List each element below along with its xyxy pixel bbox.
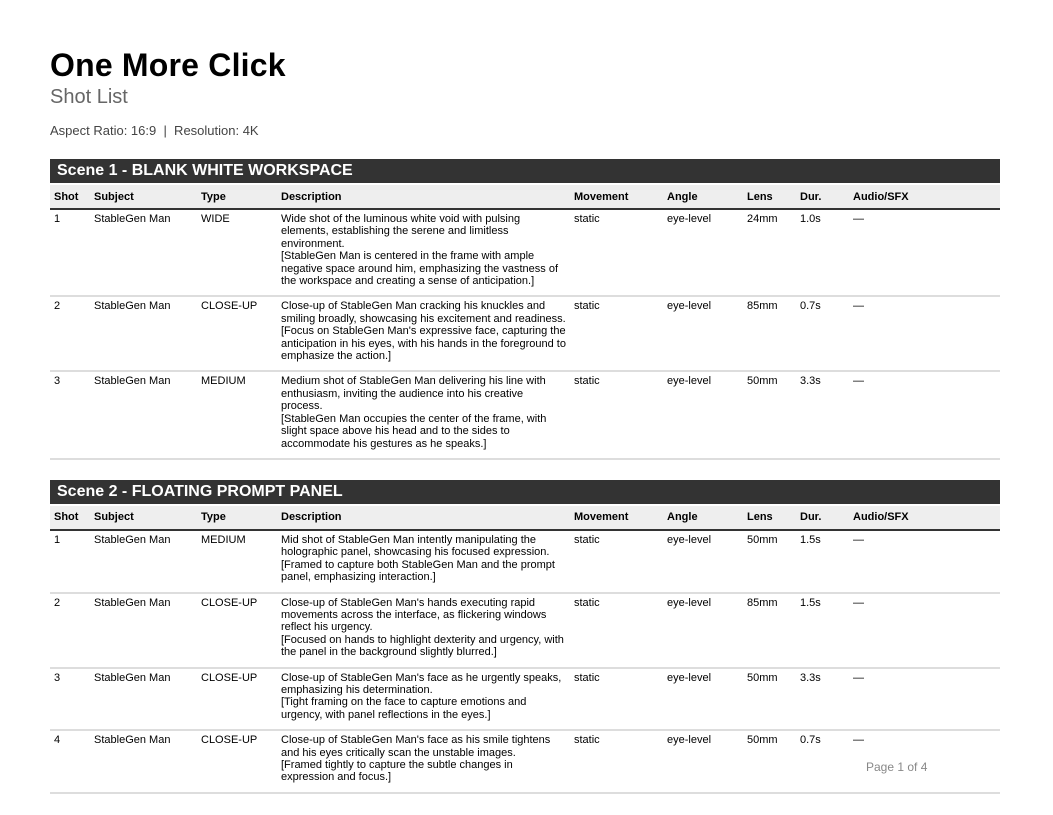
document-meta: Aspect Ratio: 16:9 | Resolution: 4K xyxy=(50,123,259,138)
column-header-row xyxy=(50,185,1000,209)
duration-col: 3.3s xyxy=(796,371,849,458)
column-header-angle: Angle xyxy=(663,506,743,530)
shot-col: 3 xyxy=(50,371,90,458)
movement-col: static xyxy=(570,371,663,458)
shot-table xyxy=(50,185,1000,460)
lens-col: 85mm xyxy=(743,593,796,668)
audio-col: — xyxy=(849,668,1000,731)
audio-col: — xyxy=(849,593,1000,668)
shot-table xyxy=(50,506,1000,794)
movement-col: static xyxy=(570,296,663,371)
document-title: One More Click xyxy=(50,47,286,83)
type-col: CLOSE-UP xyxy=(197,593,277,668)
column-header-duration: Dur. xyxy=(796,506,849,530)
duration-col: 1.5s xyxy=(796,593,849,668)
angle-col: eye-level xyxy=(663,593,743,668)
shot-col: 2 xyxy=(50,296,90,371)
duration-col: 3.3s xyxy=(796,668,849,731)
table-row xyxy=(50,530,1000,593)
column-header-type: Type xyxy=(197,185,277,209)
angle-col: eye-level xyxy=(663,371,743,458)
description-col xyxy=(277,371,570,458)
type-col: CLOSE-UP xyxy=(197,668,277,731)
audio-col: — xyxy=(849,371,1000,458)
angle-col: eye-level xyxy=(663,296,743,371)
shot-rows xyxy=(50,209,1000,459)
shot-description: Close-up of StableGen Man cracking his knuckles and smiling broadly, showcasing his excitement and readiness. xyxy=(281,300,566,325)
column-header-duration: Dur. xyxy=(796,185,849,209)
shot-framing-note: [Focus on StableGen Man's expressive face, capturing the anticipation in his eyes, with his hands in the foreground to emphasize the action.] xyxy=(281,325,566,363)
shot-description: Close-up of StableGen Man's face as he urgently speaks, emphasizing his determination. xyxy=(281,671,562,696)
shot-list-page xyxy=(50,46,1000,794)
column-header-subject: Subject xyxy=(90,185,197,209)
table-row xyxy=(50,730,1000,793)
lens-col: 50mm xyxy=(743,730,796,793)
lens-col: 50mm xyxy=(743,530,796,593)
table-row xyxy=(50,296,1000,371)
angle-col: eye-level xyxy=(663,730,743,793)
audio-col: — xyxy=(849,209,1000,296)
angle-col: eye-level xyxy=(663,209,743,296)
shot-col: 4 xyxy=(50,730,90,793)
shot-framing-note: [StableGen Man occupies the center of the frame, with slight space above his head and to the sides to accommodate his gestures as he speaks.] xyxy=(281,412,547,450)
movement-col: static xyxy=(570,209,663,296)
shot-description: Mid shot of StableGen Man intently manipulating the holographic panel, showcasing his focused expression. xyxy=(281,533,550,559)
column-header-shot: Shot xyxy=(50,506,90,530)
description-col xyxy=(277,209,570,296)
shot-description: Wide shot of the luminous white void with pulsing elements, establishing the serene and limitless environment. xyxy=(281,213,521,250)
duration-col: 1.0s xyxy=(796,209,849,296)
description-col xyxy=(277,296,570,371)
movement-col: static xyxy=(570,530,663,593)
column-header-description: Description xyxy=(277,185,570,209)
type-col: MEDIUM xyxy=(197,371,277,458)
shot-col: 1 xyxy=(50,530,90,593)
subject-col: StableGen Man xyxy=(90,209,197,296)
column-header-subject: Subject xyxy=(90,506,197,530)
shot-col: 2 xyxy=(50,593,90,668)
description-col xyxy=(277,530,570,593)
column-header-audio: Audio/SFX xyxy=(849,185,1000,209)
movement-col: static xyxy=(570,730,663,793)
shot-framing-note: [Tight framing on the face to capture emotions and urgency, with panel reflections in the eyes.] xyxy=(281,696,527,721)
shot-description: Medium shot of StableGen Man delivering his line with enthusiasm, inviting the audience into his creative process. xyxy=(281,375,546,413)
scene-header: Scene 1 - BLANK WHITE WORKSPACE xyxy=(50,159,1000,183)
column-header-movement: Movement xyxy=(570,506,663,530)
table-row xyxy=(50,668,1000,731)
shot-col: 3 xyxy=(50,668,90,731)
movement-col: static xyxy=(570,668,663,731)
column-header-row xyxy=(50,506,1000,530)
page-number: Page 1 of 4 xyxy=(866,760,928,774)
duration-col: 0.7s xyxy=(796,730,849,793)
document-subtitle: Shot List xyxy=(50,86,128,108)
description-col xyxy=(277,593,570,668)
column-header-description: Description xyxy=(277,506,570,530)
shot-col: 1 xyxy=(50,209,90,296)
shot-framing-note: [Focused on hands to highlight dexterity and urgency, with the panel in the background slightly blurred.] xyxy=(281,633,564,659)
subject-col: StableGen Man xyxy=(90,371,197,458)
column-header-lens: Lens xyxy=(743,185,796,209)
duration-col: 0.7s xyxy=(796,296,849,371)
subject-col: StableGen Man xyxy=(90,530,197,593)
shot-rows xyxy=(50,530,1000,793)
column-header-angle: Angle xyxy=(663,185,743,209)
shot-framing-note: [StableGen Man is centered in the frame with ample negative space around him, emphasizing the vastness of the workspace and creating a sense of anticipation.] xyxy=(281,250,558,288)
lens-col: 50mm xyxy=(743,371,796,458)
type-col: CLOSE-UP xyxy=(197,296,277,371)
angle-col: eye-level xyxy=(663,668,743,731)
audio-col: — xyxy=(849,530,1000,593)
column-header-shot: Shot xyxy=(50,185,90,209)
column-header-type: Type xyxy=(197,506,277,530)
description-col xyxy=(277,730,570,793)
audio-col: — xyxy=(849,296,1000,371)
type-col: MEDIUM xyxy=(197,530,277,593)
column-header-audio: Audio/SFX xyxy=(849,506,1000,530)
subject-col: StableGen Man xyxy=(90,593,197,668)
lens-col: 85mm xyxy=(743,296,796,371)
scenes-container xyxy=(50,159,1000,794)
duration-col: 1.5s xyxy=(796,530,849,593)
column-header-movement: Movement xyxy=(570,185,663,209)
type-col: WIDE xyxy=(197,209,277,296)
description-col xyxy=(277,668,570,731)
table-row xyxy=(50,209,1000,296)
audio-col: — xyxy=(849,730,1000,793)
subject-col: StableGen Man xyxy=(90,730,197,793)
lens-col: 50mm xyxy=(743,668,796,731)
movement-col: static xyxy=(570,593,663,668)
scene-section-1 xyxy=(50,159,1000,460)
subject-col: StableGen Man xyxy=(90,668,197,731)
column-header-lens: Lens xyxy=(743,506,796,530)
scene-header: Scene 2 - FLOATING PROMPT PANEL xyxy=(50,480,1000,504)
shot-description: Close-up of StableGen Man's face as his smile tightens and his eyes critically scan the unstable images. xyxy=(281,734,551,759)
shot-description: Close-up of StableGen Man's hands executing rapid movements across the interface, as flickering windows reflect his urgency. xyxy=(281,596,547,634)
type-col: CLOSE-UP xyxy=(197,730,277,793)
angle-col: eye-level xyxy=(663,530,743,593)
shot-framing-note: [Framed tightly to capture the subtle changes in expression and focus.] xyxy=(281,759,513,784)
scene-section-2 xyxy=(50,480,1000,794)
table-row xyxy=(50,371,1000,458)
table-row xyxy=(50,593,1000,668)
subject-col: StableGen Man xyxy=(90,296,197,371)
shot-framing-note: [Framed to capture both StableGen Man and the prompt panel, emphasizing interaction.] xyxy=(281,558,555,584)
lens-col: 24mm xyxy=(743,209,796,296)
